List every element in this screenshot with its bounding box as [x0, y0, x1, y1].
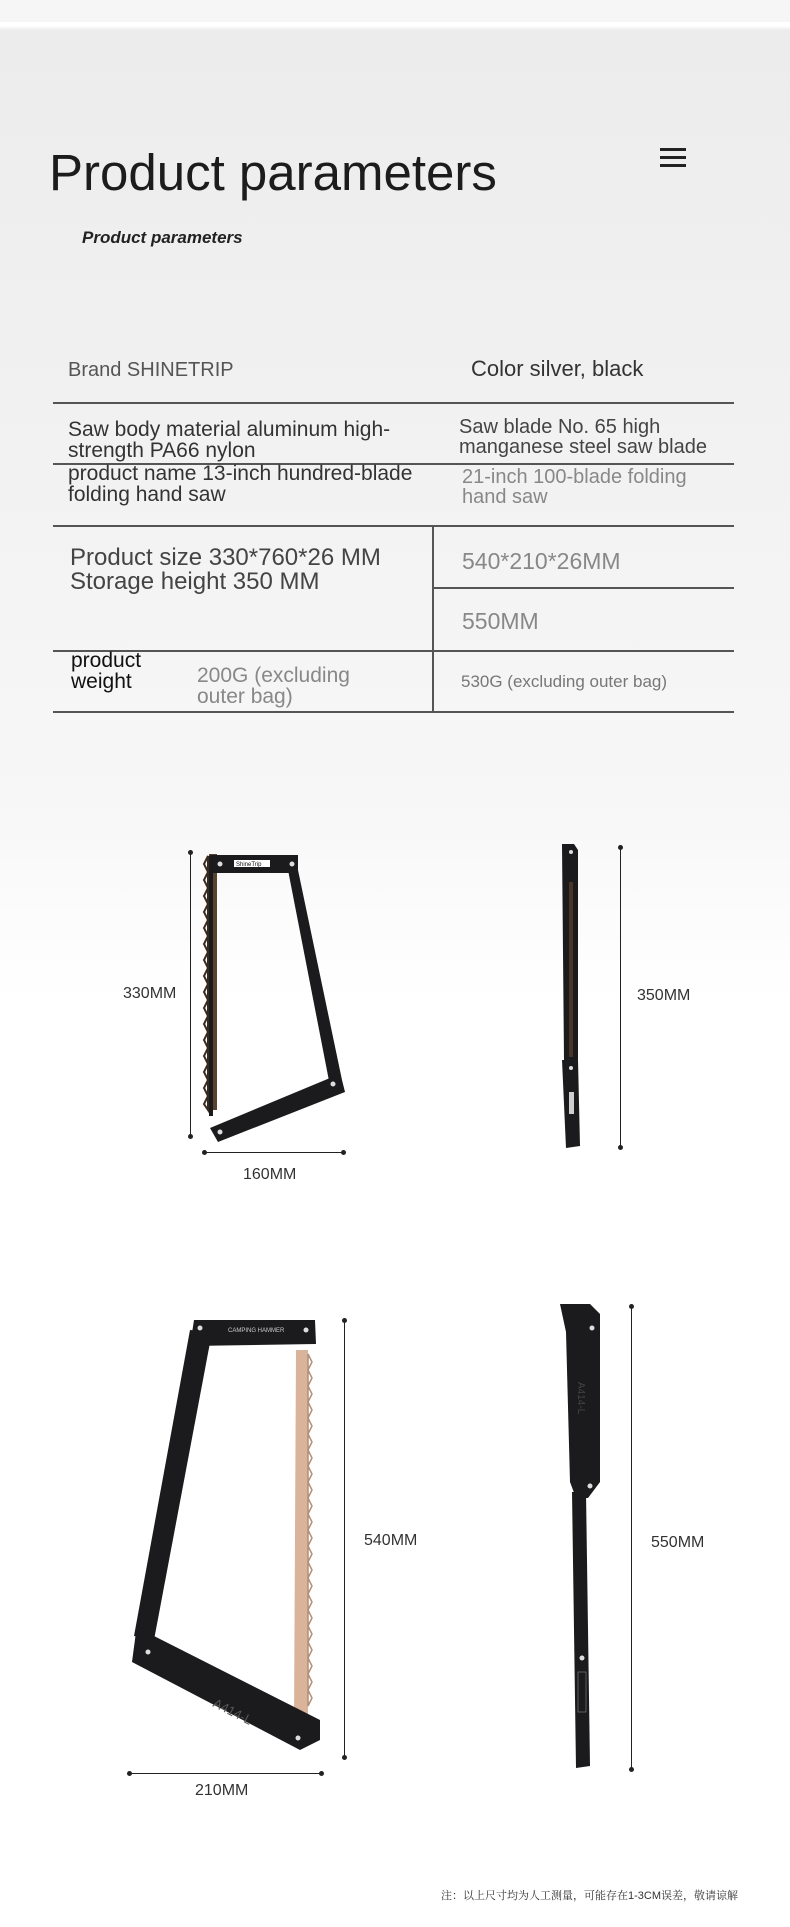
- table-rule: [433, 587, 734, 589]
- small-saw-folded-image: [558, 842, 598, 1152]
- product-size-21-cell: 540*210*26MM: [462, 548, 621, 574]
- weight-label-cell: product weight: [71, 649, 142, 693]
- large-model-text: A414-L: [210, 1695, 255, 1728]
- table-rule: [53, 711, 734, 713]
- large-folded-dimension-line: [631, 1306, 632, 1770]
- body-material-cell: Saw body material aluminum high-strength PA66 nylon: [68, 418, 391, 462]
- blade-material-cell: Saw blade No. 65 high manganese steel saw blade: [459, 416, 707, 458]
- hamburger-menu-icon[interactable]: [660, 148, 686, 168]
- large-brand-text: CAMPING HAMMER: [228, 1328, 285, 1334]
- storage-height-21-cell: 550MM: [462, 608, 539, 634]
- small-folded-label: 350MM: [637, 987, 691, 1004]
- saw-blade: [294, 1350, 308, 1720]
- table-rule: [53, 525, 734, 527]
- table-rule: [53, 402, 734, 404]
- saw-back-arm: [288, 870, 342, 1086]
- weight-21-cell: 530G (excluding outer bag): [461, 672, 668, 691]
- page-title: Product parameters: [49, 144, 497, 201]
- small-saw-unfolded-image: [180, 840, 370, 1160]
- large-width-dimension-line: [129, 1773, 322, 1774]
- small-folded-dimension-line: [620, 847, 621, 1147]
- saw-front-arm: [134, 1330, 212, 1640]
- small-brand-text: ShineTrip: [236, 862, 262, 868]
- large-height-label: 540MM: [364, 1532, 418, 1549]
- saw-bottom-arm: [210, 1078, 345, 1142]
- large-width-label: 210MM: [195, 1782, 249, 1799]
- folded-model-text: A414-L: [575, 1382, 586, 1415]
- product-size-13-cell: Product size 330*760*26 MM Storage height 350 MM: [70, 544, 381, 595]
- page-subtitle: Product parameters: [82, 228, 243, 247]
- large-saw-folded-image: [552, 1302, 604, 1772]
- large-saw-unfolded-image: [120, 1310, 340, 1760]
- weight-13-cell: 200G (excluding outer bag): [197, 664, 350, 708]
- brand-cell: Brand SHINETRIP: [68, 359, 234, 381]
- small-height-label: 330MM: [123, 985, 177, 1002]
- color-cell: Color silver, black: [471, 356, 644, 381]
- large-height-dimension-line: [344, 1320, 345, 1757]
- large-folded-label: 550MM: [651, 1534, 705, 1551]
- small-height-dimension-line: [190, 852, 191, 1138]
- measurement-footnote: 注：以上尺寸均为人工测量，可能存在1-3CM误差，敬请谅解: [440, 1890, 738, 1902]
- table-divider: [432, 525, 434, 712]
- product-name-13-cell: product name 13-inch hundred-blade folding hand saw: [68, 462, 413, 506]
- saw-bottom-arm: [132, 1632, 320, 1750]
- small-width-dimension-line: [204, 1152, 344, 1153]
- product-name-21-cell: 21-inch 100-blade folding hand saw: [462, 466, 687, 508]
- small-width-label: 160MM: [243, 1166, 297, 1183]
